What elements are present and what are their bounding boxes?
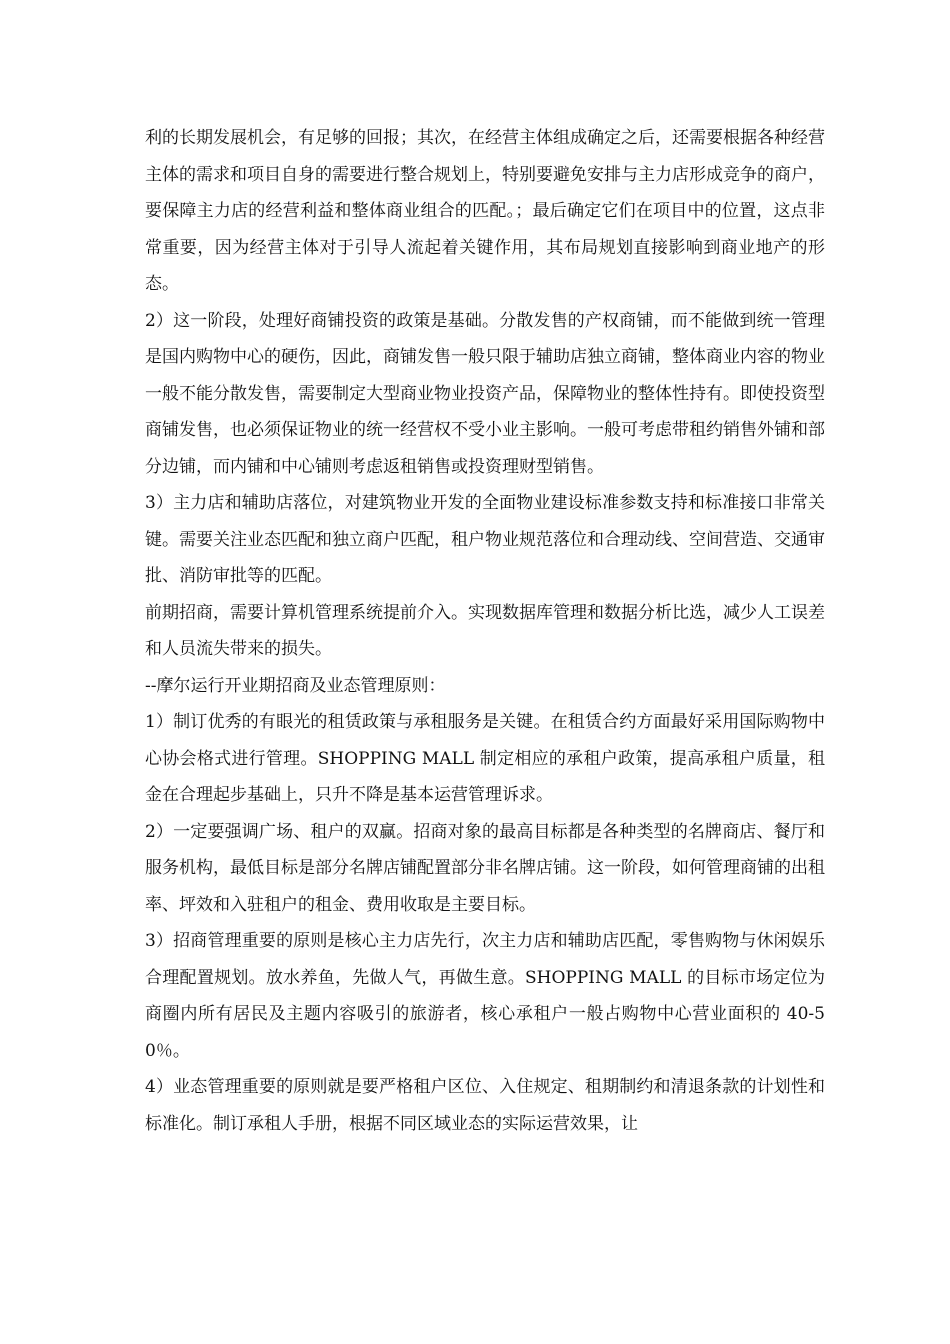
section-heading: --摩尔运行开业期招商及业态管理原则： bbox=[145, 675, 446, 696]
paragraph-2: 2）这一阶段，处理好商铺投资的政策是基础。分散发售的产权商铺，而不能做到统一管理是国内购物中心的硬伤，因此，商铺发售一般只限于辅助店独立商铺，整体商业内容的物业一般不能分散发售，需要制定大型商业物业投资产品，保障物业的整体性持有。即使投资型商铺发售，也必须保证物业的统一经营权不受小业主影响。一般可考虑带租约销售外铺和部分边铺，而内铺和中心铺则考虑返租销售或投资理财型销售。 bbox=[145, 310, 825, 477]
paragraph-5: 1）制订优秀的有眼光的租赁政策与承租服务是关键。在租赁合约方面最好采用国际购物中心协会格式进行管理。SHOPPING MALL 制定相应的承租户政策，提高承租户质量，租金在合理起步基础上，只升不降是基本运营管理诉求。 bbox=[145, 712, 825, 805]
paragraph-3: 3）主力店和辅助店落位，对建筑物业开发的全面物业建设标准参数支持和标准接口非常关键。需要关注业态匹配和独立商户匹配，租户物业规范落位和合理动线、空间营造、交通审批、消防审批等的匹配。 bbox=[145, 493, 825, 586]
paragraph-1: 利的长期发展机会，有足够的回报；其次，在经营主体组成确定之后，还需要根据各种经营主体的需求和项目自身的需要进行整合规划上，特别要避免安排与主力店形成竞争的商户，要保障主力店的经营利益和整体商业组合的匹配。；最后确定它们在项目中的位置，这点非常重要，因为经营主体对于引导人流起着关键作用，其布局规划直接影响到商业地产的形态。 bbox=[145, 128, 825, 294]
document-body bbox=[145, 120, 825, 1142]
paragraph-7: 3）招商管理重要的原则是核心主力店先行，次主力店和辅助店匹配，零售购物与休闲娱乐合理配置规划。放水养鱼，先做人气，再做生意。SHOPPING MALL 的目标市场定位为商圈内所有居民及主题内容吸引的旅游者，核心承租户一般占购物中心营业面积的 40-50％。 bbox=[145, 931, 825, 1061]
paragraph-4: 前期招商，需要计算机管理系统提前介入。实现数据库管理和数据分析比选，减少人工误差和人员流失带来的损失。 bbox=[145, 602, 825, 659]
paragraph-6: 2）一定要强调广场、租户的双赢。招商对象的最高目标都是各种类型的名牌商店、餐厅和服务机构，最低目标是部分名牌店铺配置部分非名牌店铺。这一阶段，如何管理商铺的出租率、坪效和入驻租户的租金、费用收取是主要目标。 bbox=[145, 821, 825, 915]
paragraph-8: 4）业态管理重要的原则就是要严格租户区位、入住规定、租期制约和清退条款的计划性和标准化。制订承租人手册，根据不同区域业态的实际运营效果，让 bbox=[145, 1077, 825, 1134]
